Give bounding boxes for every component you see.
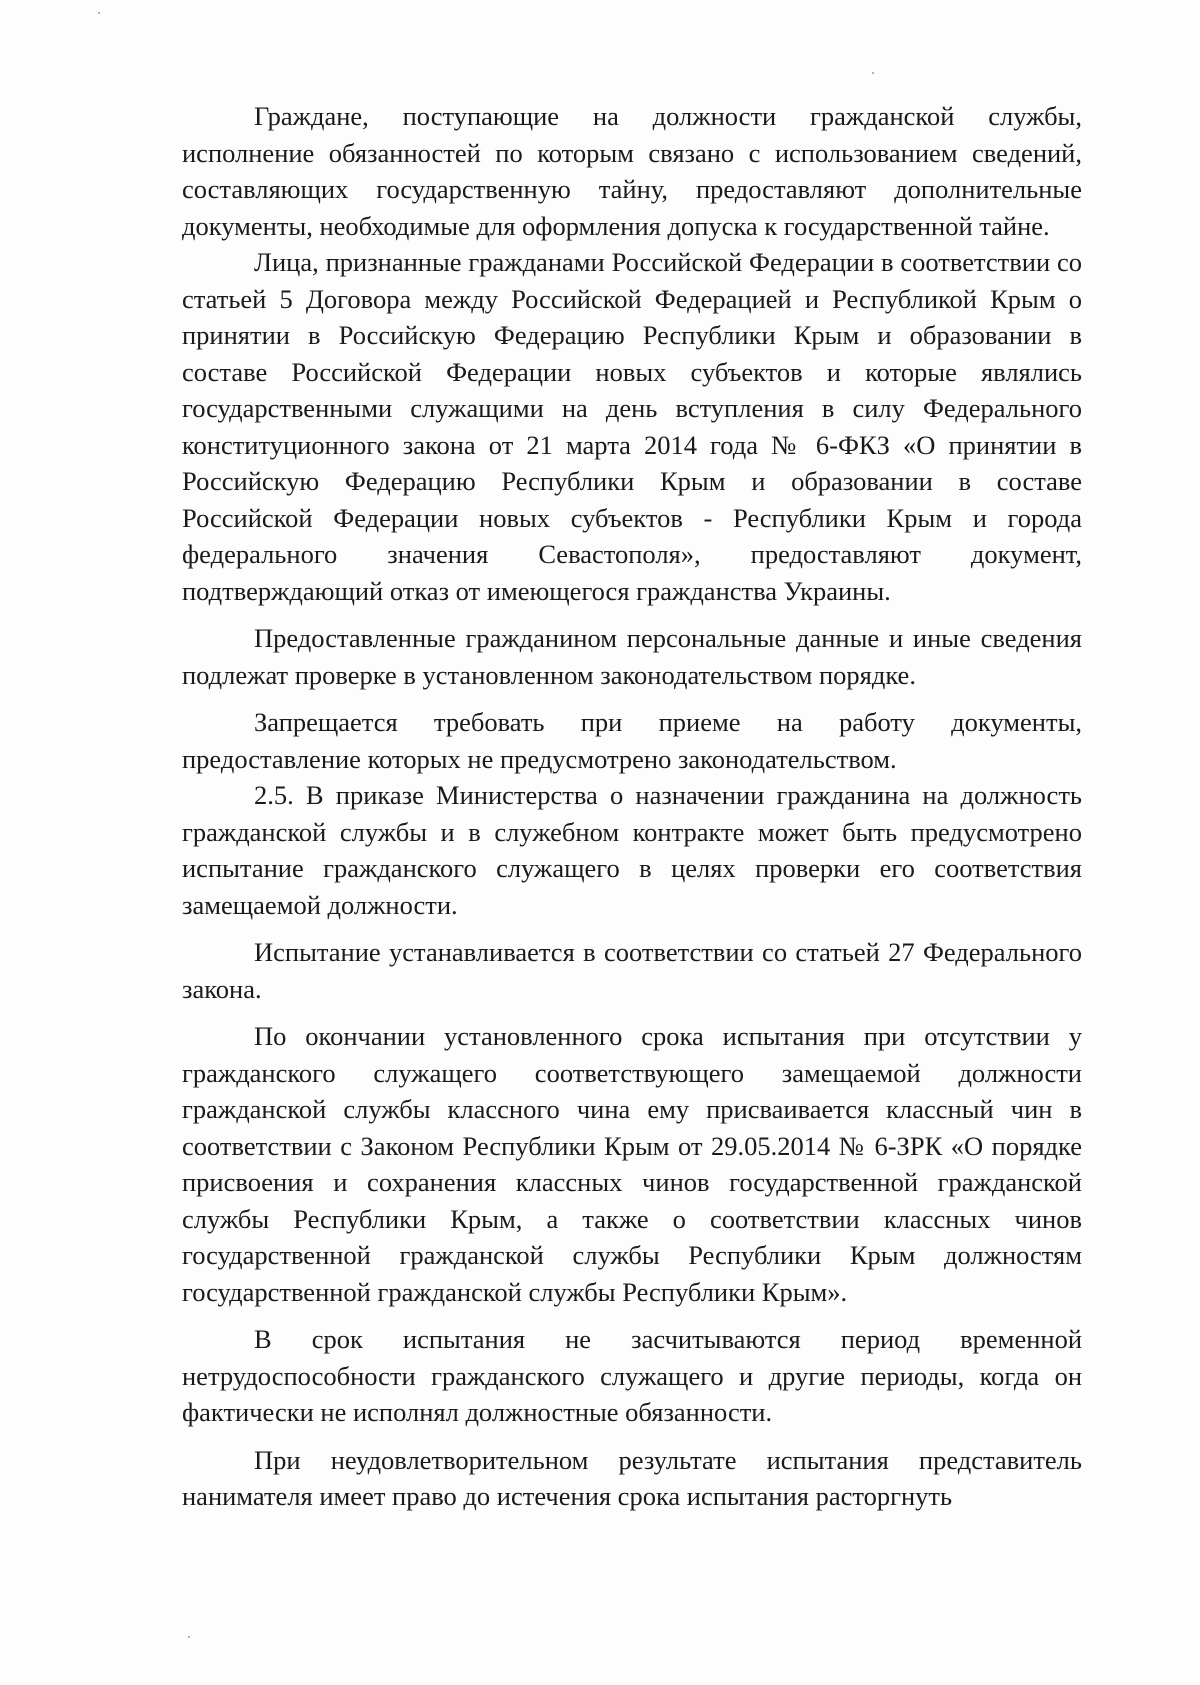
paragraph-probation-exclusions: В срок испытания не засчитываются период временной нетрудоспособности гражданского служащего и другие периоды, когда он фактически не исполнял должностные обязанности. <box>182 1324 1082 1427</box>
paragraph-secret-clearance: Граждане, поступающие на должности гражданской службы, исполнение обязанностей по которым связано с использованием сведений, составляющих государственную тайну, предоставляют дополнительные документы, необходимые для оформления допуска к государственной тайне. <box>182 101 1082 241</box>
paragraph-section-2-5: 2.5. В приказе Министерства о назначении гражданина на должность гражданской службы и в служебном контракте может быть предусмотрено испытание гражданского служащего в целях проверки его соответствия замещаемой должности. <box>182 780 1082 920</box>
scan-speck <box>98 12 100 14</box>
paragraph-class-rank: По окончании установленного срока испытания при отсутствии у гражданского служащего соответствующего замещаемой должности гражданской службы классного чина ему присваивается классный чин в соответствии с Законом Республики Крым от 29.05.2014 № 6-ЗРК «О порядке присвоения и сохранения классных чинов государственной гражданской службы Республики Крым, а также о соответствии классных чинов государственной гражданской службы Республики Крым должностям государственной гражданской службы Республики Крым». <box>182 1021 1082 1307</box>
scan-speck <box>872 72 874 74</box>
document-body <box>182 98 1082 1515</box>
paragraph-data-verification: Предоставленные гражданином персональные данные и иные сведения подлежат проверке в установленном законодательством порядке. <box>182 623 1082 690</box>
paragraph-unsatisfactory-result: При неудовлетворительном результате испытания представитель нанимателя имеет право до истечения срока испытания расторгнуть <box>182 1444 1082 1511</box>
paragraph-prohibited-documents: Запрещается требовать при приеме на работу документы, предоставление которых не предусмотрено законодательством. <box>182 707 1082 774</box>
paragraph-probation-law: Испытание устанавливается в соответствии со статьей 27 Федерального закона. <box>182 937 1082 1004</box>
paragraph-crimea-citizens: Лица, признанные гражданами Российской Федерации в соответствии со статьей 5 Договора между Российской Федерацией и Республикой Крым о принятии в Российскую Федерацию Республики Крым и образовании в составе Российской Федерации новых субъектов и которые являлись государственными служащими на день вступления в силу Федерального конституционного закона от 21 марта 2014 года № 6-ФКЗ «О принятии в Российскую Федерацию Республики Крым и образовании в составе Российской Федерации новых субъектов - Республики Крым и города федерального значения Севастополя», предоставляют документ, подтверждающий отказ от имеющегося гражданства Украины. <box>182 247 1082 606</box>
scan-speck <box>188 1636 190 1638</box>
